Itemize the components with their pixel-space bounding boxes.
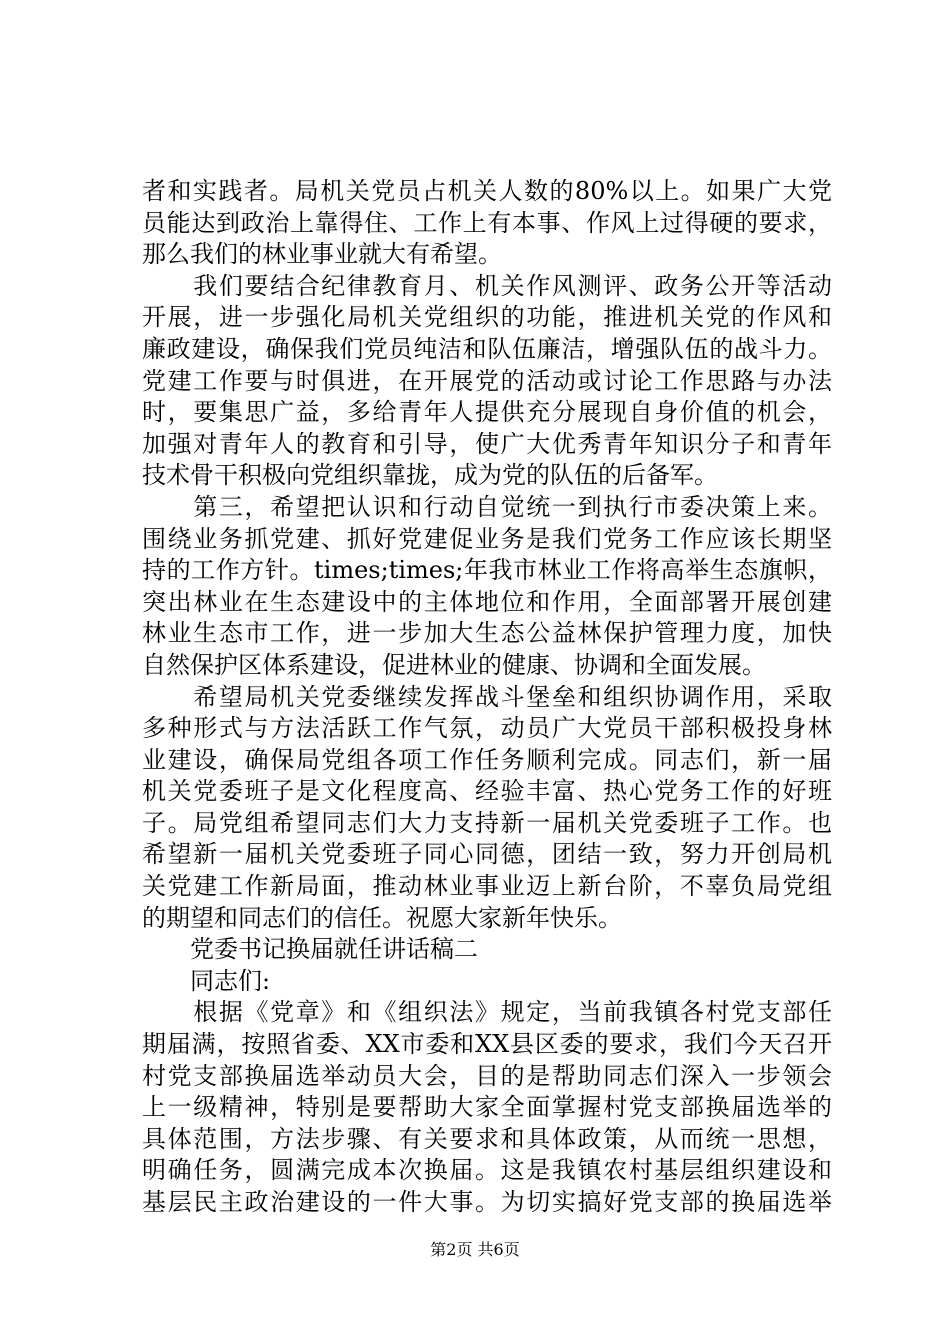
text-line: 的期望和同志们的信任。祝愿大家新年快乐。 — [142, 903, 622, 932]
text-line: 技术骨干积极向党组织靠拢，成为党的队伍的后备军。 — [142, 461, 718, 490]
text-line: 廉政建设，确保我们党员纯洁和队伍廉洁，增强队伍的战斗力。 — [142, 334, 832, 363]
text-line: 第三，希望把认识和行动自觉统一到执行市委决策上来。 — [142, 492, 832, 521]
text-line: 围绕业务抓党建、抓好党建促业务是我们党务工作应该长期坚 — [142, 524, 832, 553]
text-line: 希望新一届机关党委班子同心同德，团结一致，努力开创局机 — [142, 840, 832, 869]
text-line: 子。局党组希望同志们大力支持新一届机关党委班子工作。也 — [142, 808, 832, 837]
text-line: 期届满，按照省委、XX市委和XX县区委的要求，我们今天召开 — [142, 1030, 832, 1059]
text-line: 村党支部换届选举动员大会，目的是帮助同志们深入一步领会 — [142, 1061, 832, 1090]
text-line: 上一级精神，特别是要帮助大家全面掌握村党支部换届选举的 — [142, 1093, 832, 1122]
text-line: 具体范围，方法步骤、有关要求和具体政策，从而统一思想， — [142, 1124, 832, 1153]
text-line: 时，要集思广益，多给青年人提供充分展现自身价值的机会， — [142, 398, 832, 427]
text-line: 基层民主政治建设的一件大事。为切实搞好党支部的换届选举 — [142, 1188, 832, 1216]
text-line: 多种形式与方法活跃工作气氛，动员广大党员干部积极投身林 — [142, 714, 832, 743]
text-line: 者和实践者。局机关党员占机关人数的80%以上。如果广大党 — [142, 177, 832, 205]
text-line: 明确任务，圆满完成本次换届。这是我镇农村基层组织建设和 — [142, 1156, 832, 1185]
text-line: 同志们: — [142, 966, 271, 995]
text-line: 关党建工作新局面，推动林业事业迈上新台阶，不辜负局党组 — [142, 872, 832, 901]
text-line: 那么我们的林业事业就大有希望。 — [142, 240, 502, 269]
text-line: 我们要结合纪律教育月、机关作风测评、政务公开等活动 — [142, 271, 832, 300]
text-line: 开展，进一步强化局机关党组织的功能，推进机关党的作风和 — [142, 303, 832, 332]
text-line: 业建设，确保局党组各项工作任务顺利完成。同志们，新一届 — [142, 745, 832, 774]
text-line: 自然保护区体系建设，促进林业的健康、协调和全面发展。 — [142, 650, 766, 679]
text-line: 党建工作要与时俱进，在开展党的活动或讨论工作思路与办法 — [142, 366, 832, 395]
text-line: 机关党委班子是文化程度高、经验丰富、热心党务工作的好班 — [142, 777, 832, 806]
text-line: 党委书记换届就任讲话稿二 — [142, 935, 478, 964]
document-body — [142, 176, 832, 1219]
text-line: 突出林业在生态建设中的主体地位和作用，全面部署开展创建 — [142, 587, 832, 616]
page-footer: 第2页 共6页 — [430, 1240, 520, 1259]
text-line: 希望局机关党委继续发挥战斗堡垒和组织协调作用，采取 — [142, 682, 832, 711]
text-line: 员能达到政治上靠得住、工作上有本事、作风上过得硬的要求， — [142, 208, 832, 237]
text-line: 根据《党章》和《组织法》规定，当前我镇各村党支部任 — [142, 998, 832, 1027]
text-line: 加强对青年人的教育和引导，使广大优秀青年知识分子和青年 — [142, 429, 832, 458]
text-line: 持的工作方针。times;times;年我市林业工作将高举生态旗帜， — [142, 556, 832, 585]
text-line: 林业生态市工作，进一步加大生态公益林保护管理力度，加快 — [142, 619, 832, 648]
